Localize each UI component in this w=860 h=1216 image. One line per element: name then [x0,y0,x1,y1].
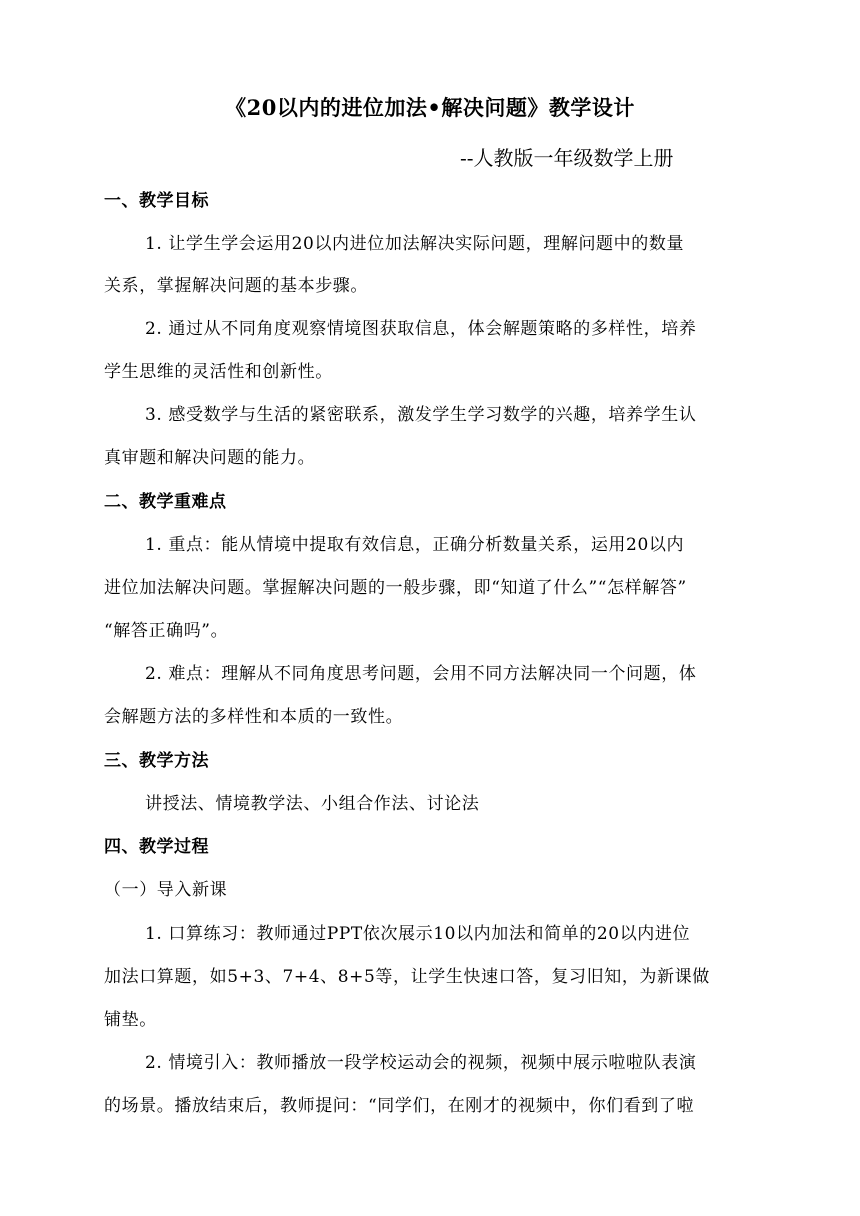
paragraph-line: 1. 重点：能从情境中提取有效信息，正确分析数量关系，运用20以内 [145,535,685,555]
paragraph-line: 3. 感受数学与生活的紧密联系，激发学生学习数学的兴趣，培养学生认 [145,405,697,425]
paragraph-line: 真审题和解决问题的能力。 [104,448,316,468]
paragraph-line: 加法口算题，如5+3、7+4、8+5等，让学生快速口答，复习旧知，为新课做 [104,967,710,987]
section-heading-process: 四、教学过程 [104,837,209,857]
paragraph-line: 进位加法解决问题。掌握解决问题的一般步骤，即“知道了什么”“怎样解答” [104,578,687,598]
document-subtitle: --人教版一年级数学上册 [460,146,674,170]
section-heading-objectives: 一、教学目标 [104,191,209,211]
paragraph-line: 的场景。播放结束后，教师提问：“同学们，在刚才的视频中，你们看到了啦 [104,1096,695,1116]
paragraph-line: 讲授法、情境教学法、小组合作法、讨论法 [145,794,480,814]
paragraph-line: 1. 让学生学会运用20以内进位加法解决实际问题，理解问题中的数量 [145,234,685,254]
subsection-heading: （一）导入新课 [104,880,228,900]
paragraph-line: 2. 通过从不同角度观察情境图获取信息，体会解题策略的多样性，培养 [145,319,697,339]
paragraph-line: 铺垫。 [104,1010,157,1030]
paragraph-line: 学生思维的灵活性和创新性。 [104,362,333,382]
paragraph-line: 会解题方法的多样性和本质的一致性。 [104,707,404,727]
paragraph-line: 1. 口算练习：教师通过PPT依次展示10以内加法和简单的20以内进位 [145,924,691,944]
section-heading-methods: 三、教学方法 [104,751,209,771]
paragraph-line: 2. 难点：理解从不同角度思考问题，会用不同方法解决同一个问题，体 [145,664,697,684]
document-title: 《20以内的进位加法•解决问题》教学设计 [225,95,635,120]
section-heading-key-points: 二、教学重难点 [104,492,227,512]
paragraph-line: “解答正确吗”。 [104,621,229,641]
paragraph-line: 2. 情境引入：教师播放一段学校运动会的视频，视频中展示啦啦队表演 [145,1053,697,1073]
paragraph-line: 关系，掌握解决问题的基本步骤。 [104,276,368,296]
